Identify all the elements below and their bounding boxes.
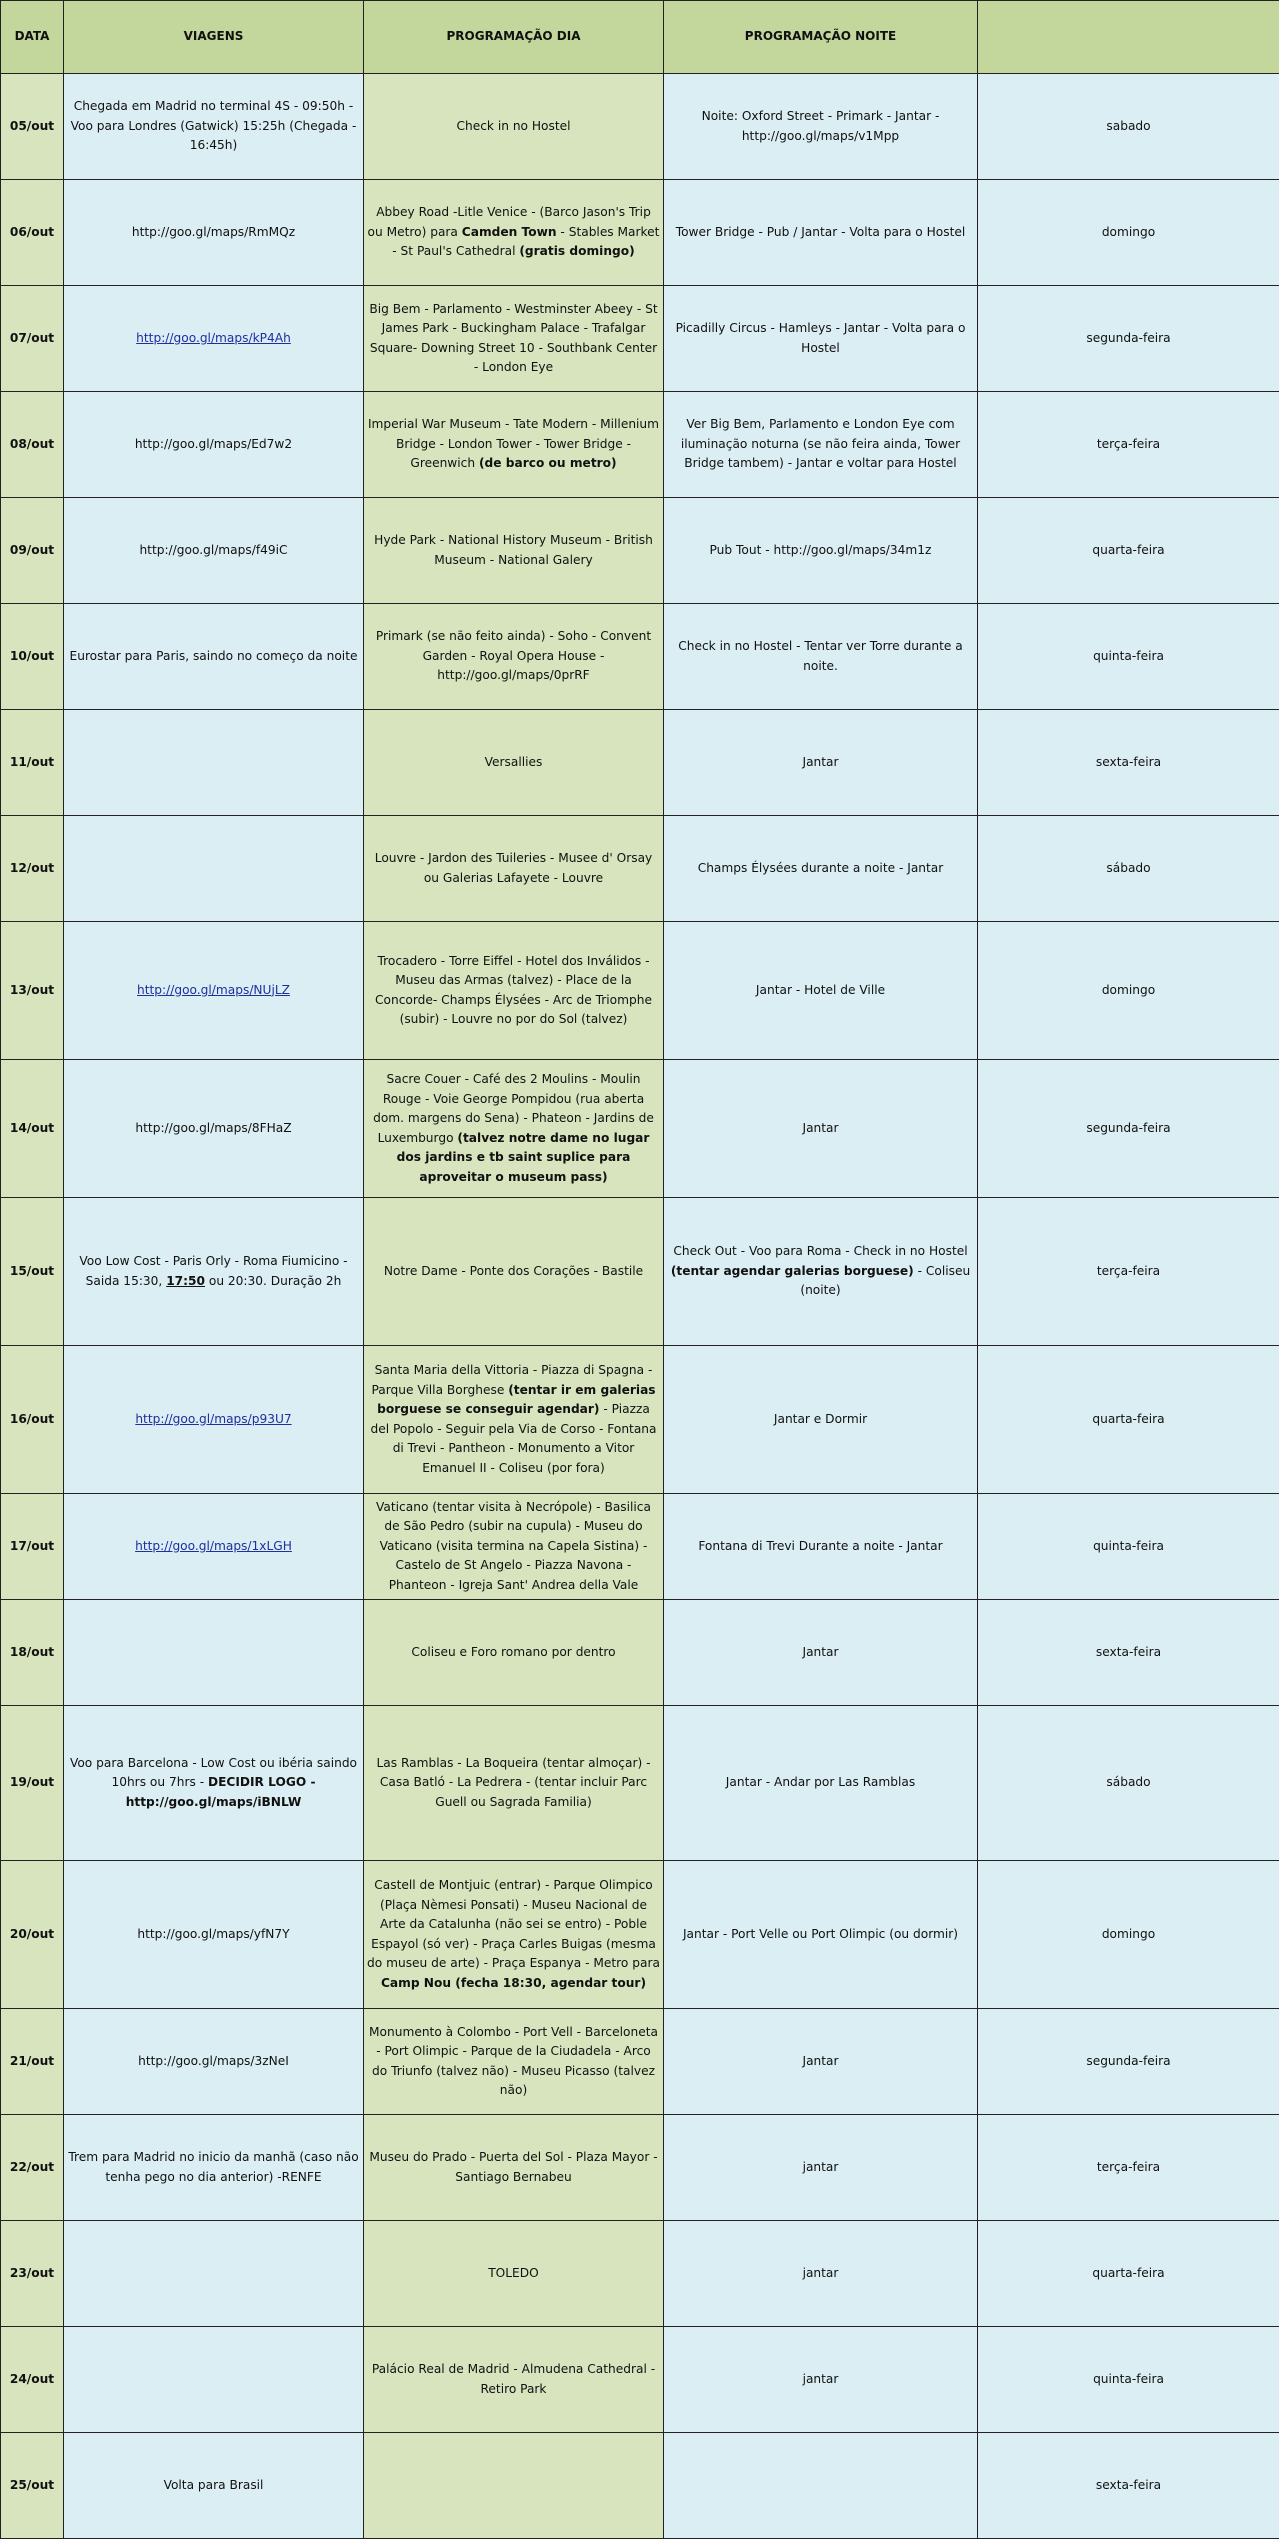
day-program-cell [364,816,664,922]
travel-cell [64,1346,364,1494]
weekday-cell: quarta-feira [978,1346,1279,1494]
day-program-cell [364,498,664,604]
cell-text: Eurostar para Paris, saindo no começo da noite [70,649,358,663]
itinerary-body [1,74,1279,2539]
table-row [1,74,1279,180]
travel-cell [64,922,364,1060]
day-program-cell [364,2115,664,2221]
night-program-cell [664,180,978,286]
travel-cell [64,1060,364,1198]
cell-text: TOLEDO [488,2266,539,2280]
weekday-cell: terça-feira [978,2115,1279,2221]
table-row [1,392,1279,498]
day-program-cell [364,1861,664,2009]
date-cell: 07/out [1,286,64,392]
weekday-cell: terça-feira [978,1198,1279,1346]
date-cell: 16/out [1,1346,64,1494]
cell-text: Check in no Hostel [456,119,570,133]
cell-text: Check in no Hostel - Tentar ver Torre durante a noite. [678,639,963,673]
cell-text: Chegada em Madrid no terminal 4S - 09:50h -Voo para Londres (Gatwick) 15:25h (Chegada - 16:45h) [71,99,357,152]
weekday-cell: sexta-feira [978,2433,1279,2539]
date-cell: 15/out [1,1198,64,1346]
cell-text: - Coliseu (noite) [800,1264,970,1298]
cell-text: ou 20:30. Duração 2h [205,1274,341,1288]
cell-text: http://goo.gl/maps/8FHaZ [135,1121,291,1135]
cell-text: Jantar - Port Velle ou Port Olimpic (ou dormir) [683,1927,958,1941]
travel-cell [64,392,364,498]
cell-text: Jantar e Dormir [774,1412,867,1426]
date-cell: 18/out [1,1600,64,1706]
header-weekday [978,1,1279,74]
header-row [1,1,1279,74]
night-program-cell [664,922,978,1060]
cell-text: Castell de Montjuic (entrar) - Parque Olimpico (Plaça Nèmesi Ponsati) - Museu Nacional de Arte da Catalunha (não sei se entro) - Poble Espayol (só ver) - Praça Carles Buigas (mesma do museu de arte) - Praça Espanya - Metro para [367,1878,660,1970]
cell-text: Noite: Oxford Street - Primark - Jantar - http://goo.gl/maps/v1Mpp [702,109,940,143]
cell-text: Coliseu e Foro romano por dentro [411,1645,615,1659]
table-row [1,180,1279,286]
cell-text: Las Ramblas - La Boqueira (tentar almoçar) - Casa Batló - La Pedrera - (tentar incluir Parc Guell ou Sagrada Familia) [376,1756,650,1809]
weekday-cell: sexta-feira [978,710,1279,816]
cell-text: http://goo.gl/maps/RmMQz [132,225,295,239]
travel-cell [64,2009,364,2115]
header-travel: VIAGENS [64,1,364,74]
travel-cell [64,1706,364,1861]
date-cell: 05/out [1,74,64,180]
date-cell: 09/out [1,498,64,604]
night-program-cell [664,1346,978,1494]
cell-text: Ver Big Bem, Parlamento e London Eye com iluminação noturna (se não feira ainda, Tower Bridge tambem) - Jantar e voltar para Hostel [681,417,960,470]
weekday-cell: domingo [978,180,1279,286]
travel-cell [64,604,364,710]
cell-text: Jantar [802,755,838,769]
weekday-cell: domingo [978,1861,1279,2009]
table-row [1,2009,1279,2115]
date-cell: 17/out [1,1494,64,1600]
travel-cell [64,710,364,816]
cell-text: Sacre Couer - Café des 2 Moulins - Moulin Rouge - Voie George Pompidou (rua aberta dom. margens do Sena) - Phateon - Jardins de Luxemburgo [373,1072,654,1145]
table-row [1,1198,1279,1346]
cell-text: Trocadero - Torre Eiffel - Hotel dos Inválidos - Museu das Armas (talvez) - Place de la Concorde- Champs Élysées - Arc de Triomphe (subir) - Louvre no por do Sol (talvez) [375,954,652,1027]
cell-text: Jantar [802,2054,838,2068]
table-row [1,498,1279,604]
cell-text: Check Out - Voo para Roma - Check in no Hostel [673,1244,967,1258]
day-program-cell [364,2327,664,2433]
table-row [1,922,1279,1060]
day-program-cell [364,922,664,1060]
cell-text: jantar [803,2266,839,2280]
night-program-cell [664,1060,978,1198]
bold-text: (tentar ir em galerias borguese se conseguir agendar) [377,1383,655,1417]
cell-text: Jantar [802,1645,838,1659]
weekday-cell: domingo [978,922,1279,1060]
night-program-cell [664,286,978,392]
table-row [1,1494,1279,1600]
cell-text: Jantar - Hotel de Ville [756,983,885,997]
weekday-cell: terça-feira [978,392,1279,498]
night-program-cell [664,1706,978,1861]
cell-text: Jantar - Andar por Las Ramblas [726,1775,915,1789]
night-program-cell [664,604,978,710]
table-row [1,710,1279,816]
day-program-cell [364,2221,664,2327]
night-program-cell [664,710,978,816]
cell-text: http://goo.gl/maps/Ed7w2 [135,437,292,451]
cell-text: http://goo.gl/maps/yfN7Y [137,1927,289,1941]
date-cell: 08/out [1,392,64,498]
travel-cell [64,1861,364,2009]
cell-text: Trem para Madrid no inicio da manhã (caso não tenha pego no dia anterior) -RENFE [68,2150,358,2184]
bold-text: (tentar agendar galerias borguese) [671,1264,914,1278]
cell-text: - Stables Market - St Paul's Cathedral [392,225,659,259]
night-program-cell [664,498,978,604]
weekday-cell: segunda-feira [978,286,1279,392]
map-link[interactable]: http://goo.gl/maps/kP4Ah [136,331,291,345]
header-night-program: PROGRAMAÇÃO NOITE [664,1,978,74]
travel-cell [64,74,364,180]
date-cell: 25/out [1,2433,64,2539]
map-link[interactable]: http://goo.gl/maps/1xLGH [135,1539,292,1553]
table-row [1,1706,1279,1861]
cell-text: Hyde Park - National History Museum - British Museum - National Galery [374,533,653,567]
night-program-cell [664,1198,978,1346]
table-row [1,2327,1279,2433]
date-cell: 24/out [1,2327,64,2433]
day-program-cell [364,1494,664,1600]
day-program-cell [364,392,664,498]
table-row [1,1060,1279,1198]
night-program-cell [664,2221,978,2327]
table-row [1,2115,1279,2221]
underlined-text: 17:50 [166,1274,205,1288]
weekday-cell: sábado [978,1706,1279,1861]
header-date: DATA [1,1,64,74]
travel-cell [64,2327,364,2433]
weekday-cell: quinta-feira [978,2327,1279,2433]
travel-cell [64,1600,364,1706]
weekday-cell: sábado [978,816,1279,922]
travel-cell [64,816,364,922]
night-program-cell [664,1494,978,1600]
travel-cell [64,180,364,286]
table-row [1,1346,1279,1494]
cell-text: Abbey Road -Litle Venice - (Barco Jason's Trip ou Metro) para [368,205,651,239]
travel-cell [64,498,364,604]
bold-text: (gratis domingo) [519,244,634,258]
bold-text: Camden Town [462,225,557,239]
bold-text: DECIDIR LOGO - http://goo.gl/maps/iBNLW [126,1775,316,1809]
cell-text: Museu do Prado - Puerta del Sol - Plaza Mayor - Santiago Bernabeu [369,2150,657,2184]
night-program-cell [664,2433,978,2539]
night-program-cell [664,1600,978,1706]
table-row [1,816,1279,922]
night-program-cell [664,2009,978,2115]
cell-text: Fontana di Trevi Durante a noite - Jantar [698,1539,942,1553]
cell-text: Voo Low Cost - Paris Orly - Roma Fiumicino - Saida 15:30, [79,1254,347,1288]
weekday-cell: segunda-feira [978,1060,1279,1198]
night-program-cell [664,2115,978,2221]
cell-text: jantar [803,2160,839,2174]
cell-text: jantar [803,2372,839,2386]
bold-text: Camp Nou (fecha 18:30, agendar tour) [381,1976,646,1990]
date-cell: 10/out [1,604,64,710]
day-program-cell [364,1346,664,1494]
cell-text: Louvre - Jardon des Tuileries - Musee d' Orsay ou Galerias Lafayete - Louvre [375,851,653,885]
bold-text: (de barco ou metro) [479,456,617,470]
day-program-cell [364,710,664,816]
day-program-cell [364,1198,664,1346]
night-program-cell [664,2327,978,2433]
day-program-cell [364,1060,664,1198]
travel-cell [64,1494,364,1600]
date-cell: 14/out [1,1060,64,1198]
night-program-cell [664,1861,978,2009]
header-day-program: PROGRAMAÇÃO DIA [364,1,664,74]
day-program-cell [364,286,664,392]
date-cell: 22/out [1,2115,64,2221]
date-cell: 12/out [1,816,64,922]
cell-text: Voo para Barcelona - Low Cost ou ibéria saindo 10hrs ou 7hrs - [70,1756,357,1790]
travel-cell [64,286,364,392]
table-row [1,604,1279,710]
cell-text: Vaticano (tentar visita à Necrópole) - Basilica de São Pedro (subir na cupula) - Museu do Vaticano (visita termina na Capela Sistina) - Castelo de St Angelo - Piazza Navona - Phanteon - Igreja Sant' Andrea della Vale [376,1500,651,1592]
cell-text: Volta para Brasil [164,2478,264,2492]
travel-cell [64,2433,364,2539]
travel-cell [64,2115,364,2221]
date-cell: 06/out [1,180,64,286]
bold-text: (talvez notre dame no lugar dos jardins e tb saint suplice para aproveitar o museum pass) [397,1131,650,1184]
cell-text: Versallies [485,755,543,769]
night-program-cell [664,392,978,498]
cell-text: Picadilly Circus - Hamleys - Jantar - Volta para o Hostel [676,321,966,355]
weekday-cell: sexta-feira [978,1600,1279,1706]
cell-text: Jantar [802,1121,838,1135]
date-cell: 19/out [1,1706,64,1861]
cell-text: Monumento à Colombo - Port Vell - Barceloneta - Port Olimpic - Parque de la Ciudadela - Arco do Triunfo (talvez não) - Museu Picasso (talvez não) [369,2025,658,2098]
day-program-cell [364,74,664,180]
night-program-cell [664,74,978,180]
table-row [1,286,1279,392]
cell-text: Tower Bridge - Pub / Jantar - Volta para o Hostel [676,225,966,239]
date-cell: 23/out [1,2221,64,2327]
travel-cell [64,1198,364,1346]
weekday-cell: sabado [978,74,1279,180]
date-cell: 21/out [1,2009,64,2115]
cell-text: Santa Maria della Vittoria - Piazza di Spagna - Parque Villa Borghese [371,1363,652,1397]
table-row [1,1600,1279,1706]
day-program-cell [364,604,664,710]
cell-text: Palácio Real de Madrid - Almudena Cathedral - Retiro Park [372,2362,655,2396]
weekday-cell: quarta-feira [978,2221,1279,2327]
weekday-cell: quinta-feira [978,604,1279,710]
table-row [1,1861,1279,2009]
day-program-cell [364,2433,664,2539]
cell-text: Big Bem - Parlamento - Westminster Abeey - St James Park - Buckingham Palace - Trafalgar Square- Downing Street 10 - Southbank Center - London Eye [369,302,657,375]
day-program-cell [364,1600,664,1706]
weekday-cell: quarta-feira [978,498,1279,604]
table-row [1,2221,1279,2327]
travel-cell [64,2221,364,2327]
map-link[interactable]: http://goo.gl/maps/NUjLZ [137,983,290,997]
cell-text: http://goo.gl/maps/3zNeI [138,2054,289,2068]
night-program-cell [664,816,978,922]
weekday-cell: quinta-feira [978,1494,1279,1600]
date-cell: 20/out [1,1861,64,2009]
map-link[interactable]: http://goo.gl/maps/p93U7 [135,1412,291,1426]
cell-text: http://goo.gl/maps/f49iC [139,543,287,557]
day-program-cell [364,1706,664,1861]
cell-text: - Piazza del Popolo - Seguir pela Via de Corso - Fontana di Trevi - Pantheon - Monumento a Vitor Emanuel II - Coliseu (por fora) [370,1402,656,1475]
cell-text: Champs Élysées durante a noite - Jantar [698,861,944,875]
date-cell: 13/out [1,922,64,1060]
cell-text: Notre Dame - Ponte dos Corações - Bastile [384,1264,643,1278]
cell-text: Imperial War Museum - Tate Modern - Millenium Bridge - London Tower - Tower Bridge - Greenwich [368,417,659,470]
day-program-cell [364,2009,664,2115]
cell-text: Primark (se não feito ainda) - Soho - Convent Garden - Royal Opera House - http://goo.gl/maps/0prRF [376,629,651,682]
day-program-cell [364,180,664,286]
cell-text: Pub Tout - http://goo.gl/maps/34m1z [710,543,932,557]
weekday-cell: segunda-feira [978,2009,1279,2115]
date-cell: 11/out [1,710,64,816]
table-row [1,2433,1279,2539]
